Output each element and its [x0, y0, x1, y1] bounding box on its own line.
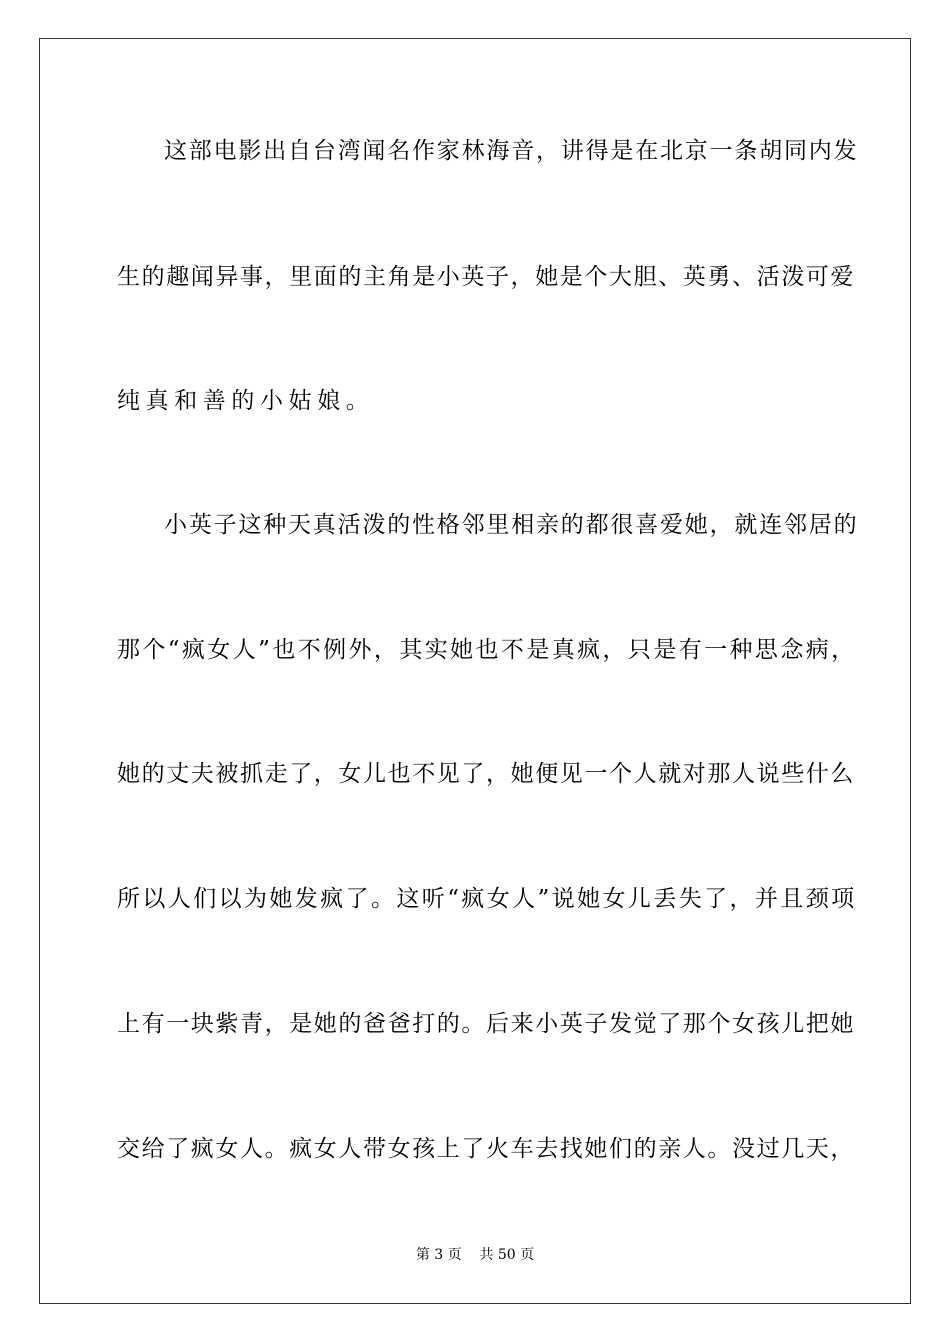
page-border [39, 38, 911, 1304]
paragraph-1-line-1: 这部电影出自台湾闻名作家林海音，讲得是在北京一条胡同内发 [164, 138, 859, 164]
paragraph-1-line-2: 生的趣闻异事，里面的主角是小英子，她是个大胆、英勇、活泼可爱 [117, 264, 855, 290]
paragraph-2-line-6: 交给了疯女人。疯女人带女孩上了火车去找她们的亲人。没过几天， [117, 1136, 855, 1162]
paragraph-1-line-3: 纯真和善的小姑娘。 [117, 388, 375, 414]
paragraph-2-line-1: 小英子这种天真活泼的性格邻里相亲的都很喜爱她，就连邻居的 [164, 512, 859, 538]
paragraph-2-line-4: 所以人们以为她发疯了。这听“疯女人”说她女儿丢失了，并且颈项 [117, 886, 857, 912]
page-number-footer: 第 3 页 共 50 页 [415, 1247, 535, 1263]
paragraph-2-line-2: 那个“疯女人”也不例外，其实她也不是真疯，只是有一种思念病， [117, 637, 857, 663]
paragraph-2-line-5: 上有一块紫青，是她的爸爸打的。后来小英子发觉了那个女孩儿把她 [117, 1011, 855, 1037]
paragraph-2-line-3: 她的丈夫被抓走了，女儿也不见了，她便见一个人就对那人说些什么 [117, 761, 855, 787]
